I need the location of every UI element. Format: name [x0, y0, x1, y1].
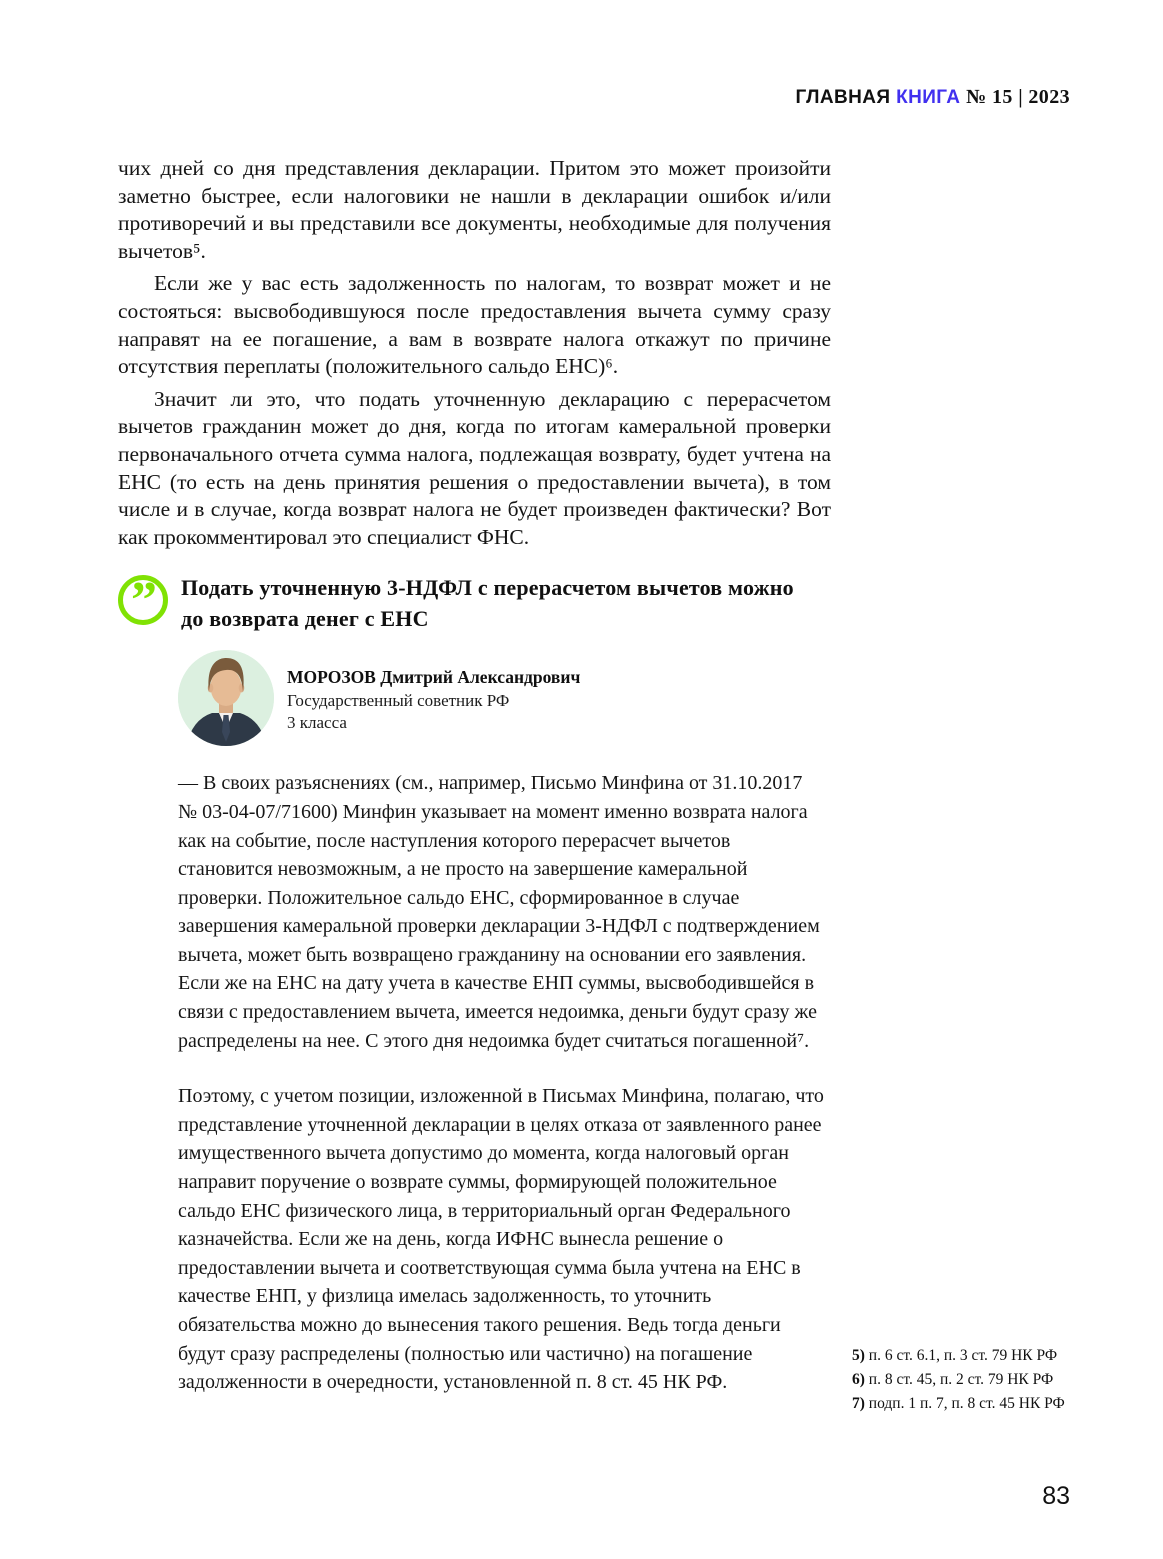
footnote [852, 1392, 1087, 1416]
footnote [852, 1344, 1087, 1368]
quote-paragraph: — В своих разъяснениях (см., например, Письмо Минфина от 31.10.2017 № 03-04-07/71600) Минфин указывает на момент именно возврата налога как на событие, после наступления которого перерасчет вычетов становится невозможным, а не просто на завершение камеральной проверки. Положительное сальдо ЕНС, сформированное в случае завершения камеральной проверки декларации 3-НДФЛ с подтверждением вычета, может быть возвращено гражданину на основании его заявления. Если же на ЕНС на дату учета в качестве ЕНП суммы, высвободившейся в связи с предоставлением вычета, имеется недоимка, деньги будут сразу же распределены на нее. С этого дня недоимка будет считаться погашенной⁷. [178, 772, 820, 1052]
footnote-text: п. 8 ст. 45, п. 2 ст. 79 НК РФ [868, 1370, 1054, 1388]
author-position-line2: 3 класса [287, 713, 347, 733]
author-photo [178, 650, 274, 746]
footnote-number: 6) [852, 1370, 865, 1388]
article-paragraph: чих дней со дня представления декларации. Притом это может произойти заметно быстрее, если налоговики не нашли в декларации ошибок и/или противоречий и вы представили все документы, необходимые для получения вычетов⁵. [118, 156, 831, 263]
quote-icon-glyph: ” [131, 572, 155, 630]
footnote-number: 7) [852, 1394, 865, 1412]
article-paragraph: Если же у вас есть задолженность по налогам, то возврат может и не состояться: высвободившуюся после предоставления вычета сумму сразу направят на ее погашение, а вам в возврате налога откажут по причине отсутствия переплаты (положительного сальдо ЕНС)⁶. [118, 271, 831, 379]
portrait-illustration [178, 650, 274, 746]
quote-body [178, 769, 826, 1396]
author-position-line1: Государственный советник РФ [287, 691, 510, 711]
quote-heading: Подать уточненную 3-НДФЛ с перерасчетом вычетов можно до возврата денег с ЕНС [181, 575, 794, 632]
article-paragraph: Значит ли это, что подать уточненную декларацию с перерасчетом вычетов гражданин может до дня, когда по итогам камеральной проверки первоначального отчета сумма налога, подлежащая возврату, будет учтена на ЕНС (то есть на день принятия решения о предоставлении вычета), в том числе и в случае, когда возврат налога не будет произведен фактически? Вот как прокомментировал это специалист ФНС. [118, 386, 831, 549]
running-head [795, 86, 1070, 109]
page-number: 83 [1042, 1482, 1070, 1510]
footnote-number: 5) [852, 1347, 865, 1364]
author-meta [287, 666, 580, 746]
footnote [852, 1368, 1087, 1392]
footnote-text: подп. 1 п. 7, п. 8 ст. 45 НК РФ [868, 1394, 1065, 1412]
brand-name-blue: КНИГА [896, 87, 961, 108]
expert-block [178, 650, 831, 746]
issue-number: № 15 | 2023 [966, 86, 1070, 108]
article-column [118, 155, 831, 1424]
quote-icon [118, 572, 168, 630]
author-name: МОРОЗОВ Дмитрий Александрович [287, 667, 581, 688]
quote-paragraph: Поэтому, с учетом позиции, изложенной в Письмах Минфина, полагаю, что представление уточненной декларации в целях отказа от заявленного ранее имущественного вычета допустимо до момента, когда налоговый орган направит поручение о возврате суммы, формирующей положительное сальдо ЕНС физического лица, в территориальный орган Федерального казначейства. Если же на день, когда ИФНС вынесла решение о предоставлении вычета и соответствующая сумма была учтена на ЕНС в качестве ЕНП, у физлица имелась задолженность, то уточнить обязательства можно до вынесения такого решения. Ведь тогда деньги будут сразу распределены (полностью или частично) на погашение задолженности в очередности, установленной п. 8 ст. 45 НК РФ. [178, 1085, 824, 1394]
footnotes [852, 1344, 1087, 1415]
footnote-text: п. 6 ст. 6.1, п. 3 ст. 79 НК РФ [868, 1347, 1058, 1364]
quote-header [118, 572, 831, 634]
brand-name-black: ГЛАВНАЯ [795, 87, 891, 108]
